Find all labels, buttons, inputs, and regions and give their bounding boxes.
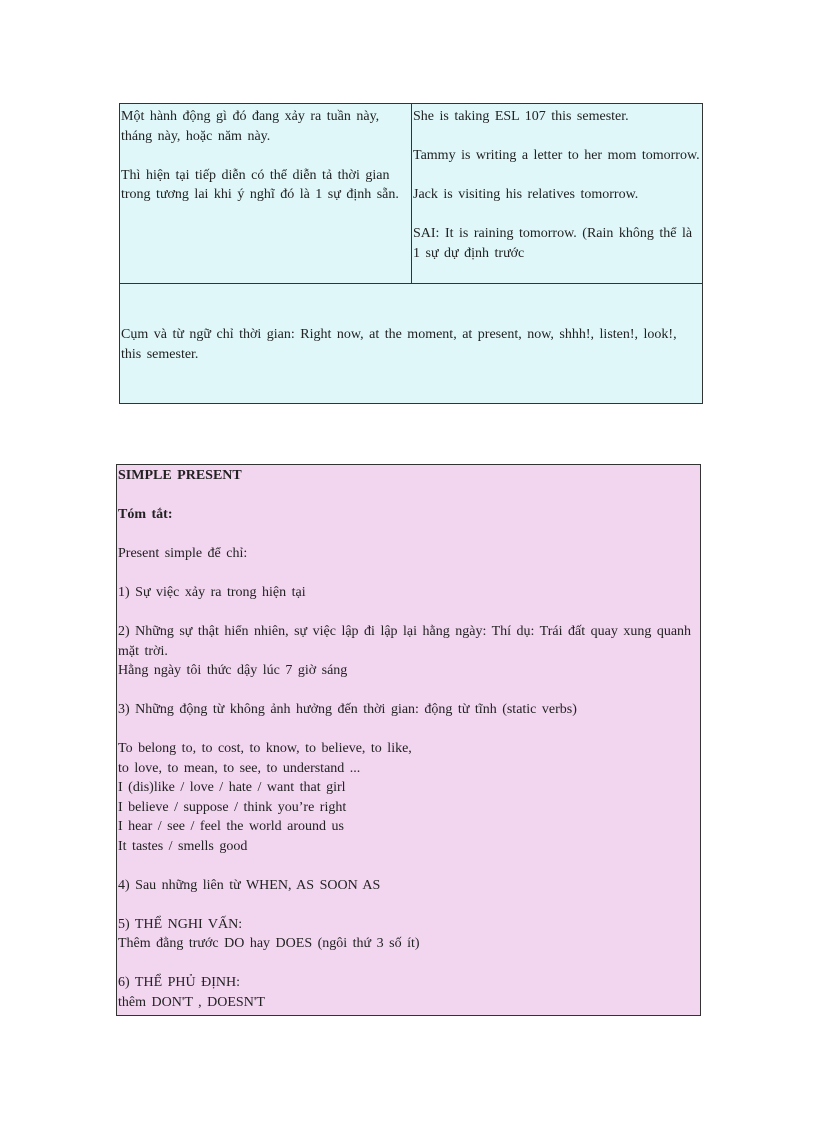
example-2: Tammy is writing a letter to her mom tomorrow. [413, 148, 700, 163]
usage-text-2: Thì hiện tại tiếp diễn có thể diễn tả thời gian trong tương lai khi ý nghĩ đó là 1 sự định sẵn. [121, 167, 399, 202]
table-cell-usage [120, 104, 412, 284]
section-heading: SIMPLE PRESENT [118, 468, 242, 483]
verb-line: To belong to, to cost, to know, to believe, to like, [118, 741, 412, 756]
item-1: 1) Sự việc xảy ra trong hiện tại [118, 585, 306, 600]
item-6-title: 6) THỂ PHỦ ĐỊNH: [118, 975, 241, 990]
table-cell-time-expressions [120, 284, 702, 403]
item-5-text: Thêm đằng trước DO hay DOES (ngôi thứ 3 số ít) [118, 936, 420, 951]
time-expressions-text: Cụm và từ ngữ chỉ thời gian: Right now, at the moment, at present, now, shhh!, listen!, look!, this semester. [121, 327, 677, 362]
example-3: Jack is visiting his relatives tomorrow. [413, 187, 639, 202]
summary-label: Tóm tắt: [118, 507, 173, 522]
item-6 [118, 973, 699, 1012]
intro-text: Present simple để chỉ: [118, 546, 248, 561]
item-3: 3) Những động từ không ảnh hưởng đến thời gian: động từ tĩnh (static verbs) [118, 702, 577, 717]
verb-line: I believe / suppose / think you’re right [118, 799, 347, 815]
verb-line: to love, to mean, to see, to understand ... [118, 760, 361, 776]
item-2 [118, 622, 699, 681]
item-2-line-1: 2) Những sự thật hiển nhiên, sự việc lập đi lập lại hằng ngày: Thí dụ: Trái đất quay xung quanh mặt trời. [118, 624, 692, 659]
item-4: 4) Sau những liên từ WHEN, AS SOON AS [118, 877, 381, 893]
example-wrong: SAI: It is raining tomorrow. (Rain không thể là 1 sự dự định trước [413, 226, 693, 261]
item-5-title: 5) THỂ NGHI VẤN: [118, 916, 243, 932]
item-6-text: thêm DON'T , DOESN'T [118, 994, 265, 1010]
table-cell-examples [412, 104, 702, 284]
verb-line: I (dis)like / love / hate / want that girl [118, 780, 346, 795]
usage-text-1: Một hành động gì đó đang xảy ra tuần này, tháng này, hoặc năm này. [121, 109, 380, 144]
example-1: She is taking ESL 107 this semester. [413, 109, 629, 124]
item-2-line-2: Hằng ngày tôi thức dậy lúc 7 giờ sáng [118, 663, 348, 678]
verb-line: I hear / see / feel the world around us [118, 819, 344, 834]
item-5 [118, 915, 699, 954]
table-simple-present [116, 464, 701, 1016]
table-present-continuous [119, 103, 703, 404]
verb-line: It tastes / smells good [118, 838, 248, 854]
verb-list [118, 739, 699, 856]
